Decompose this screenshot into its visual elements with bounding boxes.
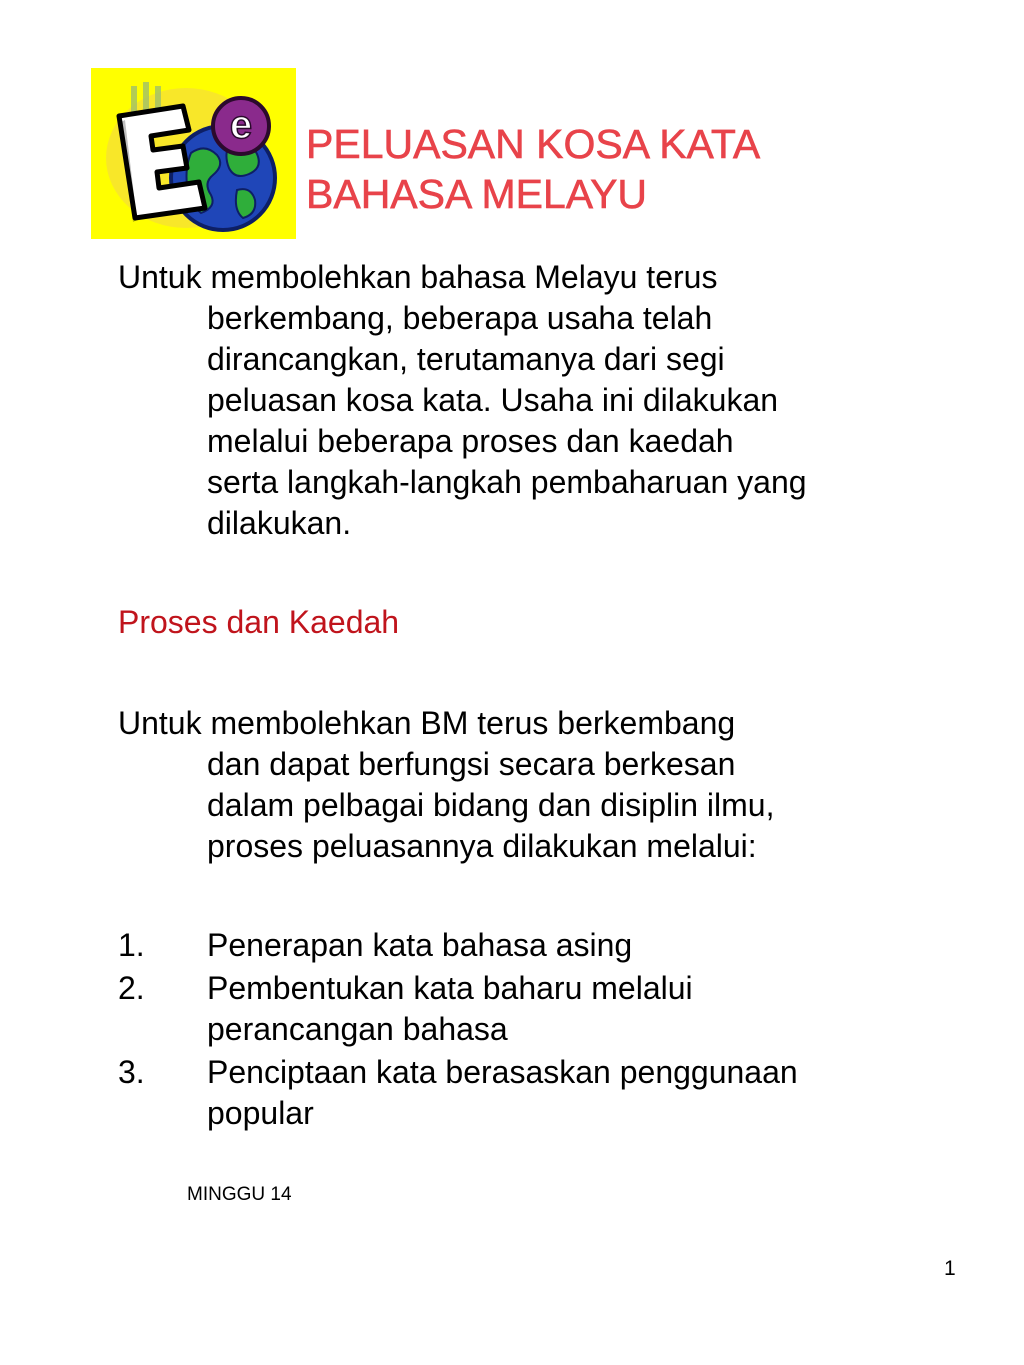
list-item [118,925,988,966]
section-heading: Proses dan Kaedah [118,604,400,640]
intro-line: peluasan kosa kata. Usaha ini dilakukan [207,382,779,418]
list-item-text: Penciptaan kata berasaskan penggunaan [207,1054,798,1090]
title-line-2: BAHASA MELAYU [306,171,648,217]
list-item-text: perancangan bahasa [207,1011,508,1047]
intro-line: dirancangkan, terutamanya dari segi [207,341,725,377]
list-item-text: popular [207,1095,314,1131]
footer-week-label: MINGGU 14 [187,1184,292,1205]
intro-line: dilakukan. [207,505,352,541]
intro-paragraph [118,257,978,544]
title-line-1: PELUASAN KOSA KATA [306,121,761,167]
intro-line: Untuk membolehkan bahasa Melayu terus [118,259,718,295]
intro-line: serta langkah-langkah pembaharuan yang [207,464,807,500]
process-list [118,925,988,1136]
list-number: 2. [118,970,145,1006]
e-globe-logo-icon [91,68,296,239]
list-item [118,968,988,1050]
intro-line: berkembang, beberapa usaha telah [207,300,713,336]
intro-line: melalui beberapa proses dan kaedah [207,423,734,459]
list-item-text: Pembentukan kata baharu melalui [207,970,693,1006]
slide-title [306,119,1006,219]
process-line: Untuk membolehkan BM terus berkembang [118,705,736,741]
process-line: dalam pelbagai bidang dan disiplin ilmu, [207,787,775,823]
list-item [118,1052,988,1134]
list-number: 1. [118,927,145,963]
page-number: 1 [944,1257,956,1280]
process-line: proses peluasannya dilakukan melalui: [207,828,757,864]
process-line: dan dapat berfungsi secara berkesan [207,746,736,782]
process-paragraph [118,703,978,867]
list-item-text: Penerapan kata bahasa asing [207,927,633,963]
list-number: 3. [118,1054,145,1090]
svg-text:e: e [229,103,253,147]
